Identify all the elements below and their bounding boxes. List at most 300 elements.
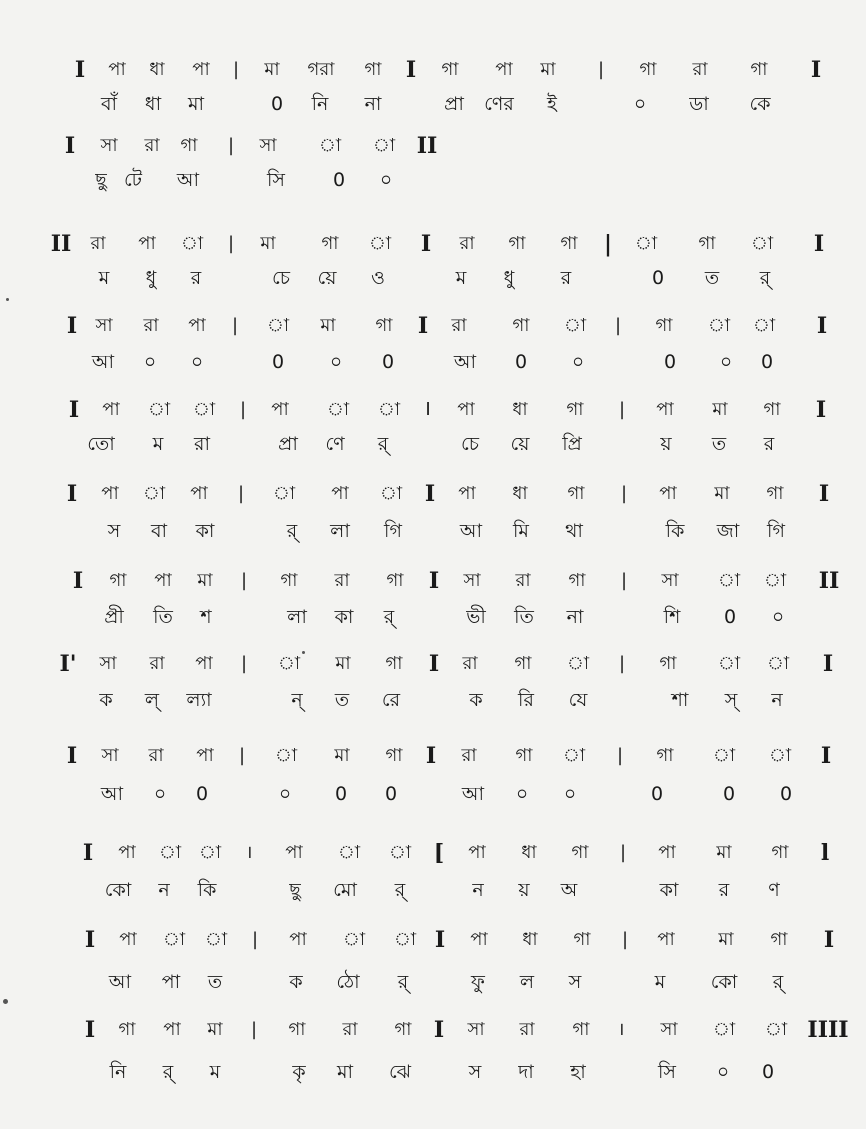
lyric-syllable: ০ xyxy=(329,351,343,373)
swara-note: রা xyxy=(515,570,531,591)
bar-line: I xyxy=(810,57,822,83)
lyric-syllable: নি xyxy=(311,93,329,115)
beat-divider: | xyxy=(620,570,628,591)
swara-line-12 xyxy=(0,1012,866,1048)
swara-note: া xyxy=(563,315,587,336)
swara-note: া xyxy=(717,570,741,591)
lyric-syllable: ঝে xyxy=(388,1061,412,1083)
swara-note: পা xyxy=(119,929,137,950)
lyric-syllable: শি xyxy=(663,606,681,628)
lyric-syllable: না xyxy=(566,606,584,628)
lyric-syllable: ০ xyxy=(633,93,647,115)
swara-note: ধা xyxy=(149,59,165,80)
lyric-syllable: ম xyxy=(152,433,164,455)
swara-note: রা xyxy=(462,653,478,674)
lyric-syllable: র্ xyxy=(772,971,784,993)
swara-note: মা xyxy=(197,570,213,591)
swara-line-7 xyxy=(0,563,866,599)
lyric-syllable: ০ xyxy=(571,351,585,373)
swara-note: গা xyxy=(375,315,393,336)
lyric-syllable: 0 xyxy=(271,351,285,373)
lyric-syllable: আ xyxy=(459,520,483,542)
beat-divider: | xyxy=(620,483,628,504)
swara-note: রা xyxy=(90,233,106,254)
swara-note: পা xyxy=(289,929,307,950)
lyric-syllable: মা xyxy=(336,1061,354,1083)
swara-note: া xyxy=(274,745,298,766)
bar-line: I xyxy=(820,743,832,769)
lyric-syllable: ক xyxy=(289,971,303,993)
swara-line-9 xyxy=(0,738,866,774)
bar-line: I xyxy=(433,1017,445,1043)
lyric-syllable: যে xyxy=(568,689,588,711)
swara-note: পা xyxy=(188,315,206,336)
swara-line-10 xyxy=(0,835,866,871)
lyric-syllable: টে xyxy=(123,169,143,191)
lyric-syllable: 0 xyxy=(334,783,348,805)
swara-line-1 xyxy=(0,52,866,88)
lyric-syllable: র্ xyxy=(394,879,406,901)
lyric-syllable: 0 xyxy=(270,93,284,115)
lyric-syllable: 0 xyxy=(195,783,209,805)
swara-note: গা xyxy=(280,570,298,591)
bar-line: I xyxy=(822,651,834,677)
lyric-syllable: চে xyxy=(272,267,290,289)
swara-note: ধা xyxy=(521,842,537,863)
lyric-line-7 xyxy=(0,599,866,635)
bar-line: I xyxy=(84,1017,96,1043)
lyric-syllable: 0 xyxy=(650,783,664,805)
beat-divider: | xyxy=(240,653,248,674)
swara-note: গা xyxy=(386,570,404,591)
lyric-line-9 xyxy=(0,776,866,812)
swara-line-2 xyxy=(0,128,866,164)
bar-line: I xyxy=(816,313,828,339)
final-bar-line: IIII xyxy=(807,1017,849,1043)
swara-note: ধা xyxy=(522,929,538,950)
lyric-syllable: ত xyxy=(704,267,720,289)
lyric-syllable: ০ xyxy=(771,606,785,628)
swara-note: মা xyxy=(264,59,280,80)
lyric-syllable: ০ xyxy=(143,351,157,373)
swara-note: গা xyxy=(109,570,127,591)
beat-divider: | xyxy=(239,399,247,420)
swara-note: সা xyxy=(100,135,118,156)
lyric-syllable: র xyxy=(190,267,202,289)
beat-divider: | xyxy=(621,929,629,950)
lyric-syllable: কৃ xyxy=(292,1061,306,1083)
bar-line: I xyxy=(428,651,440,677)
swara-note: রা xyxy=(148,745,164,766)
swara-note: া xyxy=(766,653,790,674)
swara-note: রা xyxy=(334,570,350,591)
swara-note: রা xyxy=(342,1019,358,1040)
bar-line: I xyxy=(425,743,437,769)
swara-note: পা xyxy=(658,842,676,863)
lyric-syllable: ছু xyxy=(289,879,301,901)
lyric-syllable: স xyxy=(468,1061,482,1083)
lyric-syllable: আ xyxy=(108,971,132,993)
swara-note: া xyxy=(277,653,301,674)
beat-divider: | xyxy=(238,745,246,766)
swara-note: া xyxy=(272,483,296,504)
lyric-syllable: ল xyxy=(519,971,535,993)
beat-divider: | xyxy=(618,399,626,420)
lyric-line-11 xyxy=(0,964,866,1000)
swara-note: পা xyxy=(285,842,303,863)
swara-note: রা xyxy=(461,745,477,766)
swara-note: া xyxy=(162,929,186,950)
lyric-syllable: ধু xyxy=(145,267,157,289)
lyric-syllable: র্ xyxy=(377,433,389,455)
swara-note: গা xyxy=(567,483,585,504)
lyric-syllable: ণে xyxy=(325,433,345,455)
swara-note: সা xyxy=(95,315,113,336)
bar-line: [ xyxy=(433,840,445,866)
swara-note: মা xyxy=(540,59,556,80)
lyric-syllable: ০ xyxy=(278,783,292,805)
swara-note: া xyxy=(763,570,787,591)
lyric-syllable: চে xyxy=(461,433,479,455)
lyric-syllable: ন xyxy=(158,879,170,901)
swara-note: া xyxy=(750,233,774,254)
lyric-syllable: কি xyxy=(665,520,685,542)
swara-note: গা xyxy=(698,233,716,254)
swara-note: গা xyxy=(571,842,589,863)
bar-line: II xyxy=(50,231,72,257)
lyric-syllable: ছু xyxy=(95,169,107,191)
swara-note: গা xyxy=(656,745,674,766)
beat-divider: | xyxy=(619,842,627,863)
lyric-syllable: 0 xyxy=(722,783,736,805)
beat-divider: | xyxy=(618,653,626,674)
swara-note: সা xyxy=(660,1019,678,1040)
lyric-syllable: ল্ xyxy=(144,689,160,711)
swara-note: া xyxy=(368,233,392,254)
lyric-syllable: 0 xyxy=(332,169,346,191)
bar-line: I xyxy=(405,57,417,83)
lyric-syllable: ০ xyxy=(153,783,167,805)
swara-note: া xyxy=(393,929,417,950)
lyric-syllable: সি xyxy=(658,1061,676,1083)
swara-line-4 xyxy=(0,308,866,344)
swara-note: া xyxy=(379,483,403,504)
swara-note: গা xyxy=(118,1019,136,1040)
lyric-syllable: বা xyxy=(150,520,168,542)
lyric-line-3 xyxy=(0,260,866,296)
beat-divider: | xyxy=(250,1019,258,1040)
bar-line: II xyxy=(416,133,438,159)
bar-line: I xyxy=(425,399,431,420)
scan-speck xyxy=(6,298,9,301)
lyric-line-2 xyxy=(0,162,866,198)
lyric-syllable: র্ xyxy=(383,606,395,628)
lyric-syllable: থা xyxy=(565,520,583,542)
swara-note: গা xyxy=(573,929,591,950)
swara-note: া xyxy=(198,842,222,863)
lyric-syllable: ম xyxy=(209,1061,221,1083)
swara-note: সা xyxy=(99,653,117,674)
swara-note: া xyxy=(192,399,216,420)
lyric-syllable: র্ xyxy=(162,1061,174,1083)
swara-note: মা xyxy=(718,929,734,950)
lyric-syllable: ভী xyxy=(466,606,486,628)
lyric-syllable: ম xyxy=(654,971,666,993)
swara-note: া xyxy=(388,842,412,863)
swara-note: া xyxy=(342,929,366,950)
swara-note: রা xyxy=(149,653,165,674)
lyric-syllable: মি xyxy=(513,520,529,542)
bar-line: I xyxy=(420,231,432,257)
lyric-syllable: কা xyxy=(195,520,215,542)
lyric-syllable: 0 xyxy=(760,351,774,373)
lyric-line-1 xyxy=(0,86,866,122)
swara-note: া xyxy=(147,399,171,420)
lyric-syllable: র xyxy=(763,433,775,455)
lyric-syllable: পা xyxy=(161,971,181,993)
bar-line: I' xyxy=(59,651,77,677)
swara-note: রা xyxy=(459,233,475,254)
lyric-syllable: 0 xyxy=(779,783,793,805)
swara-note: সা xyxy=(661,570,679,591)
lyric-syllable: প্রা xyxy=(278,433,298,455)
lyric-syllable: য় xyxy=(518,879,530,901)
bar-line: I xyxy=(66,481,78,507)
lyric-syllable: 0 xyxy=(761,1061,775,1083)
bar-line: II xyxy=(818,568,840,594)
swara-note: গা xyxy=(572,1019,590,1040)
swara-note: া xyxy=(764,1019,788,1040)
swara-note: গা xyxy=(385,745,403,766)
swara-note: পা xyxy=(190,483,208,504)
beat-divider: | xyxy=(227,233,235,254)
lyric-syllable: 0 xyxy=(381,351,395,373)
swara-note: মা xyxy=(716,842,732,863)
lyric-line-12 xyxy=(0,1054,866,1090)
swara-note: া xyxy=(707,315,731,336)
lyric-syllable: রি xyxy=(518,689,534,711)
swara-note: া xyxy=(180,233,204,254)
swara-note: গা xyxy=(321,233,339,254)
lyric-syllable: ০ xyxy=(716,1061,730,1083)
lyric-syllable: ফু xyxy=(471,971,485,993)
lyric-syllable: তি xyxy=(514,606,534,628)
swara-note: পা xyxy=(659,483,677,504)
swara-note: গা xyxy=(560,233,578,254)
bar-line: I xyxy=(72,568,84,594)
beat-divider: | xyxy=(237,483,245,504)
lyric-syllable: আ xyxy=(453,351,477,373)
swara-note: গা xyxy=(441,59,459,80)
swara-note: া xyxy=(562,745,586,766)
swara-note: া xyxy=(377,399,401,420)
beat-divider: | xyxy=(597,59,605,80)
swara-note: পা xyxy=(495,59,513,80)
swara-note: পা xyxy=(101,483,119,504)
beat-divider: । xyxy=(617,1019,625,1040)
lyric-syllable: ০ xyxy=(563,783,577,805)
lyric-syllable: ০ xyxy=(719,351,733,373)
swara-note: রা xyxy=(692,59,708,80)
swara-note: ধা xyxy=(512,399,528,420)
lyric-syllable: মা xyxy=(187,93,205,115)
lyric-syllable: 0 xyxy=(514,351,528,373)
swara-line-3 xyxy=(0,226,866,262)
bar-line: I xyxy=(823,927,835,953)
lyric-syllable: কে xyxy=(749,93,771,115)
swara-line-11 xyxy=(0,922,866,958)
swara-note: া xyxy=(158,842,182,863)
lyric-syllable: য়ে xyxy=(317,267,337,289)
lyric-syllable: ক xyxy=(469,689,483,711)
lyric-syllable: কা xyxy=(659,879,679,901)
swara-note: গা xyxy=(750,59,768,80)
swara-note: া xyxy=(712,745,736,766)
swara-note: রা xyxy=(143,315,159,336)
lyric-syllable: ০ xyxy=(515,783,529,805)
lyric-syllable: স্ xyxy=(724,689,738,711)
lyric-syllable: স xyxy=(568,971,582,993)
swara-note: া xyxy=(326,399,350,420)
scan-speck xyxy=(3,999,8,1004)
swara-note: া xyxy=(634,233,658,254)
lyric-syllable: আ xyxy=(461,783,485,805)
lyric-syllable: হা xyxy=(570,1061,586,1083)
swara-note: পা xyxy=(458,483,476,504)
bar-line: I xyxy=(74,57,86,83)
lyric-syllable: ধা xyxy=(144,93,162,115)
swara-note: রা xyxy=(144,135,160,156)
lyric-syllable: বাঁ xyxy=(100,93,118,115)
swara-note: গা xyxy=(515,745,533,766)
swara-note: মা xyxy=(260,233,276,254)
beat-divider: | xyxy=(231,315,239,336)
swara-note: মা xyxy=(335,653,351,674)
swara-note: া xyxy=(566,653,590,674)
swara-note: গা xyxy=(288,1019,306,1040)
swara-note: পা xyxy=(468,842,486,863)
swara-note: া xyxy=(266,315,290,336)
bar-line: I xyxy=(64,133,76,159)
swara-note: পা xyxy=(138,233,156,254)
swara-note: পা xyxy=(102,399,120,420)
bar-line: I xyxy=(66,743,78,769)
swara-note: া xyxy=(768,745,792,766)
lyric-syllable: ডা xyxy=(689,93,709,115)
lyric-syllable: শ xyxy=(200,606,212,628)
lyric-syllable: য়ে xyxy=(510,433,530,455)
swara-note: গা xyxy=(385,653,403,674)
swara-line-8 xyxy=(0,646,866,682)
swara-note: া xyxy=(712,1019,736,1040)
lyric-syllable: লা xyxy=(330,520,350,542)
swara-line-5 xyxy=(0,392,866,428)
swara-note: পা xyxy=(108,59,126,80)
lyric-syllable: ই xyxy=(547,93,557,115)
swara-note: পা xyxy=(163,1019,181,1040)
lyric-syllable: ত xyxy=(334,689,350,711)
lyric-syllable: শা xyxy=(671,689,689,711)
lyric-line-4 xyxy=(0,344,866,380)
swara-note: গা xyxy=(639,59,657,80)
beat-divider: | xyxy=(614,315,622,336)
swara-note: গা xyxy=(655,315,673,336)
lyric-syllable: ম xyxy=(455,267,467,289)
lyric-syllable: জা xyxy=(716,520,740,542)
lyric-syllable: অ xyxy=(560,879,578,901)
swara-note: সা xyxy=(463,570,481,591)
lyric-syllable: ত xyxy=(711,433,727,455)
swara-note: া xyxy=(337,842,361,863)
lyric-syllable: র্ xyxy=(397,971,409,993)
bar-line: I xyxy=(66,313,78,339)
swara-note: া xyxy=(752,315,776,336)
lyric-syllable: ম xyxy=(98,267,110,289)
lyric-syllable: আ xyxy=(176,169,200,191)
lyric-syllable: ০ xyxy=(190,351,204,373)
beat-divider: | xyxy=(616,745,624,766)
beat-divider: | xyxy=(232,59,240,80)
swara-note: সা xyxy=(259,135,277,156)
swara-note: পা xyxy=(657,929,675,950)
lyric-syllable: ও xyxy=(371,267,385,289)
lyric-syllable: র্ xyxy=(759,267,771,289)
swara-note: গা xyxy=(514,653,532,674)
lyric-line-6 xyxy=(0,513,866,549)
swara-note: গা xyxy=(364,59,382,80)
lyric-syllable: ল্যা xyxy=(186,689,212,711)
swara-note: রা xyxy=(451,315,467,336)
swara-note: গা xyxy=(394,1019,412,1040)
bar-line: I xyxy=(84,927,96,953)
swara-note: গরা xyxy=(307,59,335,80)
lyric-syllable: কি xyxy=(197,879,217,901)
beat-divider: | xyxy=(240,570,248,591)
lyric-syllable: কো xyxy=(104,879,132,901)
lyric-syllable: লা xyxy=(287,606,307,628)
swara-note: া xyxy=(204,929,228,950)
lyric-syllable: মো xyxy=(333,879,357,901)
lyric-syllable: গি xyxy=(767,520,785,542)
beat-divider: | xyxy=(251,929,259,950)
beat-divider: । xyxy=(245,842,253,863)
lyric-syllable: আ xyxy=(100,783,124,805)
lyric-syllable: র xyxy=(718,879,730,901)
swara-note: রা xyxy=(519,1019,535,1040)
lyric-syllable: প্রী xyxy=(104,606,124,628)
swara-note: মা xyxy=(207,1019,223,1040)
bar-line: I xyxy=(417,313,429,339)
swara-note: গা xyxy=(763,399,781,420)
lyric-line-8 xyxy=(0,682,866,718)
lyric-syllable: ণ xyxy=(768,879,780,901)
bar-line: I xyxy=(813,231,825,257)
swara-note: সা xyxy=(101,745,119,766)
swara-note: পা xyxy=(271,399,289,420)
bar-line: I xyxy=(424,481,436,507)
lyric-syllable: ন xyxy=(472,879,484,901)
swara-line-6 xyxy=(0,476,866,512)
lyric-syllable: ক xyxy=(99,689,113,711)
lyric-syllable: কো xyxy=(710,971,738,993)
lyric-syllable: কা xyxy=(334,606,354,628)
swara-note: পা xyxy=(656,399,674,420)
lyric-syllable: রা xyxy=(194,433,210,455)
swara-note: পা xyxy=(118,842,136,863)
bar-line: I xyxy=(68,397,80,423)
lyric-syllable: ণের xyxy=(484,93,514,115)
lyric-syllable: র্ xyxy=(286,520,298,542)
